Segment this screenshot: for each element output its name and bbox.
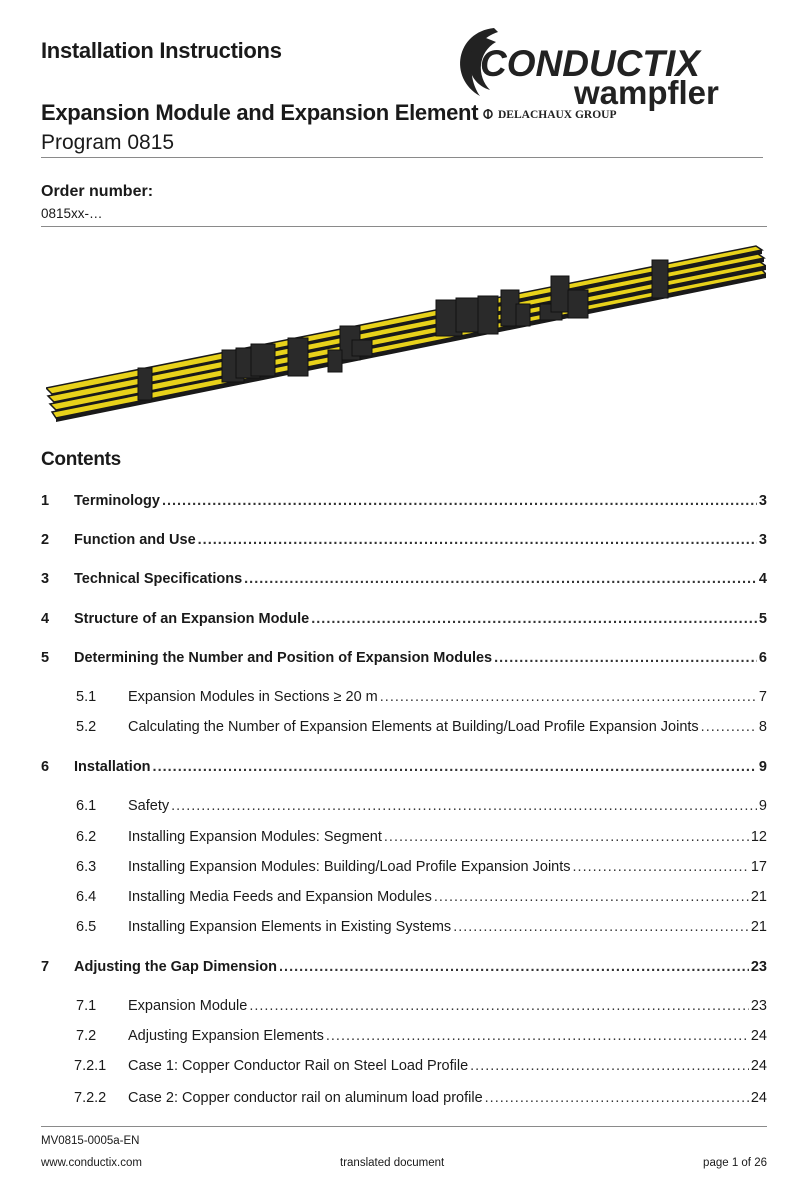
toc-entry[interactable] <box>41 859 767 879</box>
conductor-rail-illustration <box>46 240 766 425</box>
footer-divider <box>41 1126 767 1127</box>
toc-entry-page: 9 <box>758 759 767 775</box>
toc-leader-dots <box>171 798 757 814</box>
footer-website-link[interactable]: www.conductix.com <box>41 1157 142 1169</box>
order-divider <box>41 226 767 227</box>
toc-entry[interactable] <box>41 919 767 939</box>
title-divider <box>41 157 763 158</box>
toc-leader-dots <box>153 759 757 775</box>
toc-entry-page: 3 <box>758 493 767 509</box>
program-subtitle: Program 0815 <box>41 131 175 154</box>
toc-entry-page: 12 <box>750 829 767 845</box>
toc-entry-label: Installing Expansion Modules: Segment <box>128 829 382 845</box>
toc-entry-number: 6.2 <box>76 829 97 845</box>
toc-entry-number: 6 <box>41 759 50 775</box>
toc-entry[interactable] <box>41 571 767 591</box>
order-number-value: 0815xx-… <box>41 206 103 221</box>
toc-entry-page: 9 <box>758 798 767 814</box>
toc-entry-label: Expansion Module <box>128 998 248 1014</box>
toc-leader-dots <box>279 959 749 975</box>
toc-entry-label: Expansion Modules in Sections ≥ 20 m <box>128 689 378 705</box>
toc-entry[interactable] <box>41 889 767 909</box>
toc-entry-page: 8 <box>758 719 767 735</box>
document-type-heading: Installation Instructions <box>41 38 282 63</box>
toc-entry[interactable] <box>41 798 767 818</box>
toc-entry-number: 5.2 <box>76 719 97 735</box>
toc-entry-number: 7.2 <box>76 1028 97 1044</box>
toc-entry-page: 5 <box>758 611 767 627</box>
document-title: Expansion Module and Expansion Element <box>41 100 479 125</box>
toc-entry-number: 5.1 <box>76 689 97 705</box>
toc-entry-number: 6.4 <box>76 889 97 905</box>
toc-leader-dots <box>434 889 749 905</box>
toc-entry-label: Case 1: Copper Conductor Rail on Steel Load Profile <box>128 1058 469 1074</box>
toc-entry-label: Terminology <box>74 493 160 509</box>
toc-leader-dots <box>198 532 757 548</box>
document-code: MV0815-0005a-EN <box>41 1135 140 1147</box>
toc-leader-dots <box>384 829 749 845</box>
footer-page-number: page 1 of 26 <box>703 1157 767 1169</box>
toc-entry-page: 7 <box>758 689 767 705</box>
logo-group-name: DELACHAUX GROUP <box>498 109 617 121</box>
toc-entry[interactable] <box>41 759 767 779</box>
toc-entry-page: 3 <box>758 532 767 548</box>
toc-entry-page: 6 <box>758 650 767 666</box>
toc-entry-page: 21 <box>750 919 767 935</box>
toc-entry[interactable] <box>41 493 767 513</box>
conductix-wampfler-logo <box>446 18 770 122</box>
toc-entry-number: 1 <box>41 493 50 509</box>
toc-entry-number: 2 <box>41 532 50 548</box>
toc-entry[interactable] <box>41 532 767 552</box>
toc-entry-page: 24 <box>750 1090 767 1106</box>
toc-entry-page: 24 <box>750 1028 767 1044</box>
toc-entry[interactable] <box>41 959 767 979</box>
order-number-label: Order number: <box>41 183 154 200</box>
toc-entry-label: Technical Specifications <box>74 571 243 587</box>
toc-entry[interactable] <box>41 1090 767 1110</box>
toc-leader-dots <box>162 493 757 509</box>
toc-entry[interactable] <box>41 998 767 1018</box>
toc-leader-dots <box>244 571 757 587</box>
toc-leader-dots <box>701 719 757 735</box>
logo-wordmark-wampfler: wampfler <box>574 74 719 111</box>
footer-translation-note: translated document <box>340 1157 445 1169</box>
toc-entry-number: 3 <box>41 571 50 587</box>
toc-entry[interactable] <box>41 650 767 670</box>
toc-entry-number: 6.1 <box>76 798 97 814</box>
toc-leader-dots <box>453 919 749 935</box>
toc-entry-page: 24 <box>750 1058 767 1074</box>
toc-entry-label: Determining the Number and Position of Expansion Modules <box>74 650 493 666</box>
logo-wordmark-conductix: CONDUCTIX <box>480 43 700 84</box>
toc-entry-label: Function and Use <box>74 532 196 548</box>
toc-entry-label: Calculating the Number of Expansion Elements at Building/Load Profile Expansion Joints <box>128 719 699 735</box>
toc-leader-dots <box>573 859 749 875</box>
toc-leader-dots <box>326 1028 749 1044</box>
toc-entry[interactable] <box>41 719 767 739</box>
contents-heading: Contents <box>41 449 121 470</box>
toc-entry-label: Structure of an Expansion Module <box>74 611 310 627</box>
toc-entry-page: 23 <box>750 998 767 1014</box>
toc-entry-label: Safety <box>128 798 170 814</box>
toc-entry-page: 21 <box>750 889 767 905</box>
toc-entry[interactable] <box>41 611 767 631</box>
toc-entry[interactable] <box>41 829 767 849</box>
toc-entry[interactable] <box>41 1058 767 1078</box>
toc-entry-label: Adjusting the Gap Dimension <box>74 959 278 975</box>
toc-leader-dots <box>249 998 749 1014</box>
toc-entry-page: 17 <box>750 859 767 875</box>
toc-entry-number: 6.3 <box>76 859 97 875</box>
toc-entry-label: Case 2: Copper conductor rail on aluminum load profile <box>128 1090 483 1106</box>
toc-leader-dots <box>494 650 757 666</box>
toc-entry-page: 4 <box>758 571 767 587</box>
toc-entry-label: Installing Expansion Modules: Building/Load Profile Expansion Joints <box>128 859 571 875</box>
toc-entry-number: 7.2.2 <box>74 1090 107 1106</box>
toc-entry[interactable] <box>41 1028 767 1048</box>
toc-entry-number: 7.1 <box>76 998 97 1014</box>
toc-entry-label: Installing Expansion Elements in Existing Systems <box>128 919 452 935</box>
toc-entry-number: 6.5 <box>76 919 97 935</box>
toc-entry-label: Installation <box>74 759 151 775</box>
toc-entry-label: Adjusting Expansion Elements <box>128 1028 324 1044</box>
toc-entry-number: 5 <box>41 650 50 666</box>
toc-leader-dots <box>380 689 757 705</box>
toc-entry-number: 4 <box>41 611 50 627</box>
toc-entry-label: Installing Media Feeds and Expansion Modules <box>128 889 432 905</box>
toc-leader-dots <box>485 1090 749 1106</box>
toc-leader-dots <box>311 611 757 627</box>
toc-leader-dots <box>470 1058 749 1074</box>
toc-entry-number: 7 <box>41 959 50 975</box>
toc-entry-page: 23 <box>750 959 767 975</box>
toc-entry[interactable] <box>41 689 767 709</box>
toc-entry-number: 7.2.1 <box>74 1058 107 1074</box>
